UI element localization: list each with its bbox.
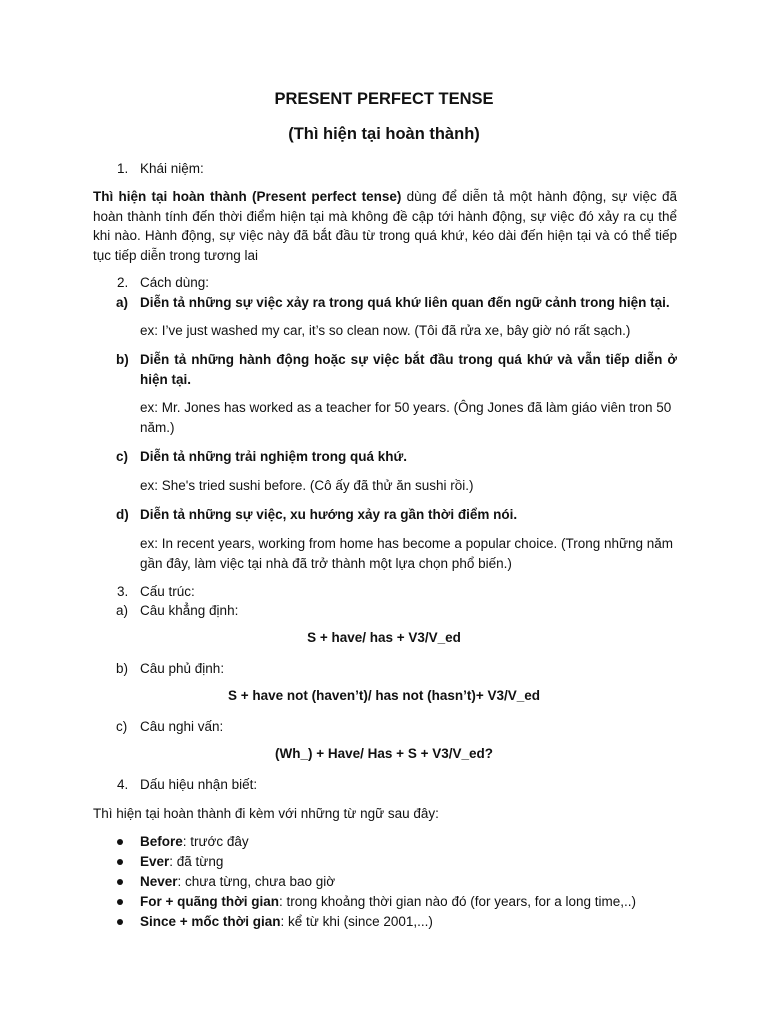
usage-c-example: ex: She's tried sushi before. (Cô ấy đã thử ăn sushi rồi.) xyxy=(140,478,474,493)
structure-a-label: Câu khẳng định: xyxy=(140,603,239,618)
bullet-dot xyxy=(117,839,123,845)
structure-b-label: Câu phủ định: xyxy=(140,661,225,676)
structure-a-formula: S + have/ has + V3/V_ed xyxy=(307,630,461,645)
structure-a-marker: a) xyxy=(116,603,129,618)
usage-a-marker: a) xyxy=(116,295,129,310)
structure-c-label: Câu nghi vấn: xyxy=(140,719,224,734)
bullet-dot xyxy=(117,879,123,885)
usage-d-text: Diễn tả những sự việc, xu hướng xảy ra gần thời điểm nói. xyxy=(140,507,518,522)
structure-b-marker: b) xyxy=(116,661,129,676)
structure-b-formula: S + have not (haven’t)/ has not (hasn’t)+ V3/V_ed xyxy=(227,688,541,703)
usage-a-example: ex: I’ve just washed my car, it’s so clean now. (Tôi đã rửa xe, bây giờ nó rất sạch.) xyxy=(140,323,631,338)
section-1-heading: Khái niệm: xyxy=(140,161,204,176)
section-3-marker: 3. xyxy=(117,584,129,599)
section-4-heading: Dấu hiệu nhận biết: xyxy=(140,777,258,792)
definition-term: Thì hiện tại hoàn thành (Present perfect tense) xyxy=(93,189,402,204)
signals-intro: Thì hiện tại hoàn thành đi kèm với những từ ngữ sau đây: xyxy=(93,806,439,821)
bullet-dot xyxy=(117,859,123,865)
signal-item-since: Since + mốc thời gian: kể từ khi (since 2001,...) xyxy=(140,914,433,929)
section-4-marker: 4. xyxy=(117,777,129,792)
section-2-marker: 2. xyxy=(117,275,129,290)
signal-item-never: Never: chưa từng, chưa bao giờ xyxy=(140,874,336,889)
usage-c-marker: c) xyxy=(116,449,129,464)
usage-b-text: Diễn tả những hành động hoặc sự việc bắt đầu trong quá khứ và vẫn tiếp diễn ở hiện tại. xyxy=(140,352,677,387)
usage-b-example: ex: Mr. Jones has worked as a teacher for 50 years. (Ông Jones đã làm giáo viên tron 50 năm.) xyxy=(140,400,672,435)
signal-item-before: Before: trước đây xyxy=(140,834,249,849)
section-2-heading: Cách dùng: xyxy=(140,275,210,290)
bullet-dot xyxy=(117,919,123,925)
structure-c-formula: (Wh_) + Have/ Has + S + V3/V_ed? xyxy=(275,746,493,761)
signal-item-ever: Ever: đã từng xyxy=(140,854,224,869)
signal-item-for: For + quãng thời gian: trong khoảng thời gian nào đó (for years, for a long time,..) xyxy=(140,894,637,909)
definition-paragraph xyxy=(93,187,677,265)
usage-b-marker: b) xyxy=(116,352,129,367)
structure-c-marker: c) xyxy=(116,719,128,734)
document-subtitle: (Thì hiện tại hoàn thành) xyxy=(288,125,480,143)
usage-a-text: Diễn tả những sự việc xảy ra trong quá khứ liên quan đến ngữ cảnh trong hiện tại. xyxy=(140,295,670,310)
usage-c-text: Diễn tả những trải nghiệm trong quá khứ. xyxy=(140,449,408,464)
bullet-dot xyxy=(117,899,123,905)
definition-text: dùng để diễn tả một hành động, sự việc đã hoàn thành tính đến thời điểm hiện tại mà không đề cập tới hành động, sự việc đó xảy ra cụ thể khi nào. Hành động, sự việc này đã bắt đầu từ trong quá khứ, kéo dài đến hiện tại và có thể tiếp tục tiếp diễn trong tương lai xyxy=(93,189,677,263)
section-1-marker: 1. xyxy=(117,161,129,176)
usage-d-example: ex: In recent years, working from home has become a popular choice. (Trong những năm gần đây, làm việc tại nhà đã trở thành một lựa chọn phổ biến.) xyxy=(140,536,674,571)
section-3-heading: Cấu trúc: xyxy=(140,584,195,599)
usage-d-marker: d) xyxy=(116,507,129,522)
document-title: PRESENT PERFECT TENSE xyxy=(274,90,494,108)
